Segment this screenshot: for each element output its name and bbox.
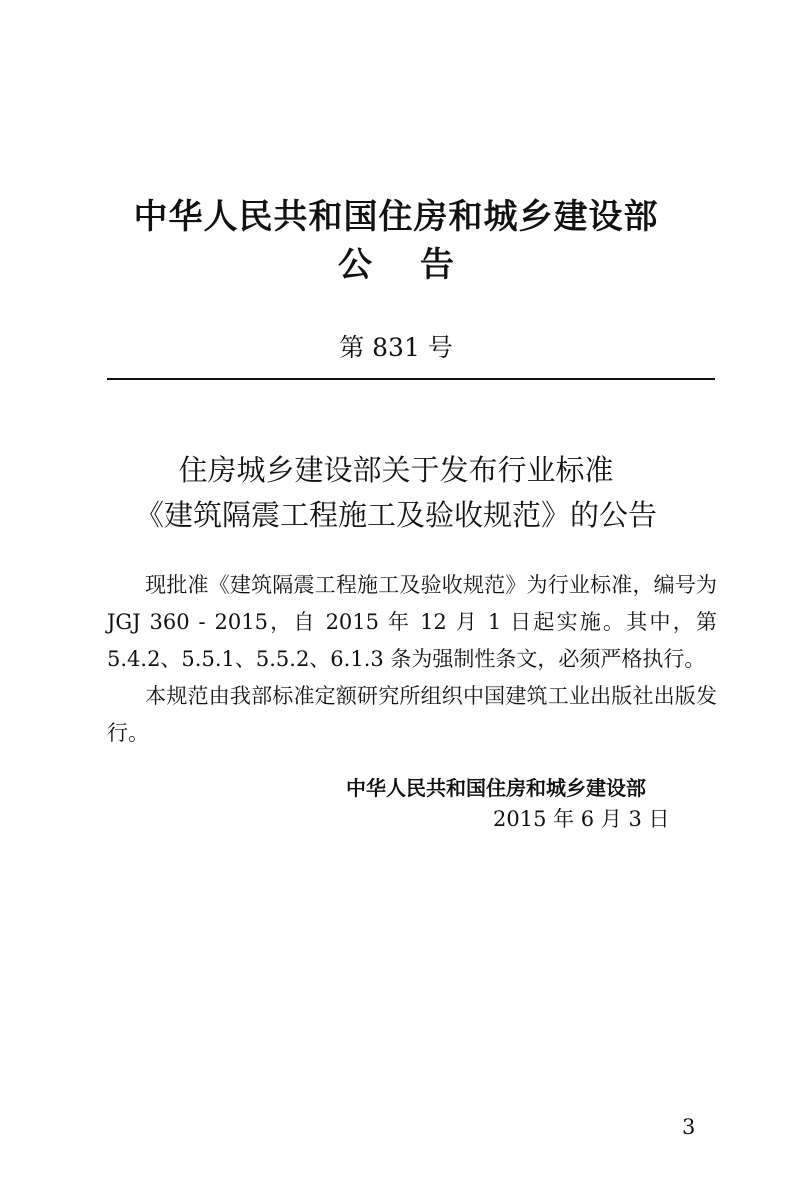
announcement-title-line2: 《建筑隔震工程施工及验收规范》的公告	[134, 498, 657, 532]
announcement-title-line1: 住房城乡建设部关于发布行业标准	[178, 453, 614, 487]
paragraph-2-text: 本规范由我部标准定额研究所组织中国建筑工业出版社出版发行。	[107, 684, 717, 745]
paragraph-1-text: 现批准《建筑隔震工程施工及验收规范》为行业标准，编号为 JGJ 360 - 2015，自 2015 年 12 月 1 日起实施。其中，第 5.4.2、5.5.1、5.5.2、6.1.3 条为强制性条文，必须严格执行。	[107, 573, 717, 671]
body-paragraph-2	[107, 678, 717, 752]
issuer-title: 中华人民共和国住房和城乡建设部	[133, 197, 659, 237]
document-type: 公告	[338, 245, 502, 285]
signature-date: 2015 年 6 月 3 日	[493, 807, 670, 831]
announcement-number: 第 831 号	[339, 333, 453, 362]
body-paragraph-1	[107, 567, 717, 678]
header-divider	[107, 378, 715, 380]
signature-organization: 中华人民共和国住房和城乡建设部	[346, 776, 646, 800]
page-number: 3	[682, 1115, 696, 1139]
